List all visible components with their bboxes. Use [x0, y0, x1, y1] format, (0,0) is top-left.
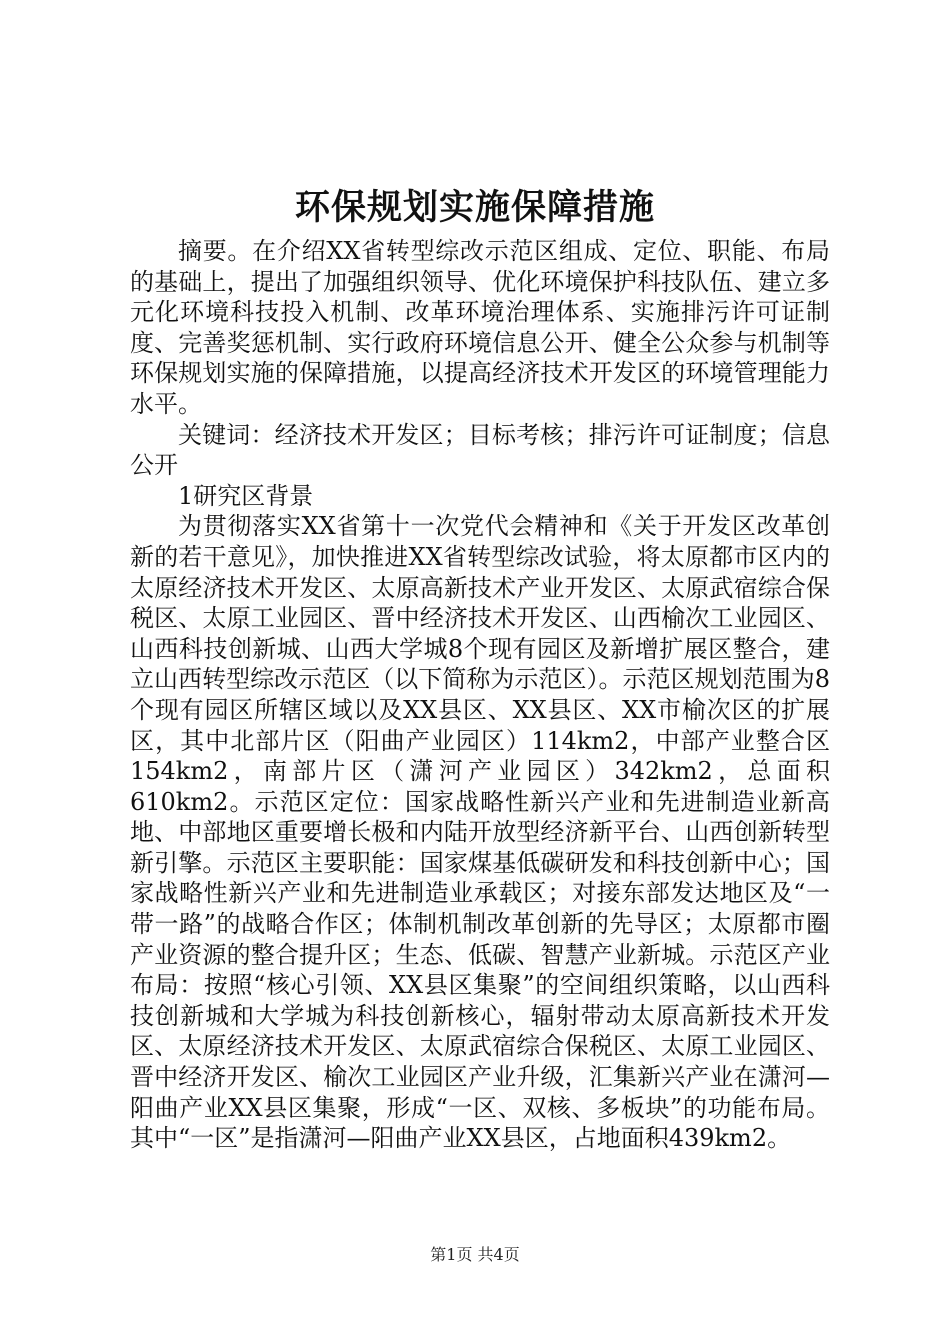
section-heading: 1研究区背景 [178, 481, 314, 510]
keywords-paragraph: 关键词：经济技术开发区；目标考核；排污许可证制度；信息公开 [130, 420, 830, 480]
page-footer: 第1页 共4页 [430, 1245, 520, 1264]
document-body [130, 236, 830, 1154]
body-paragraph: 为贯彻落实XX省第十一次党代会精神和《关于开发区改革创新的若干意见》，加快推进XX省转型综改试验，将太原都市区内的太原经济技术开发区、太原高新技术产业开发区、太原武宿综合保税区、太原工业园区、晋中经济技术开发区、山西榆次工业园区、山西科技创新城、山西大学城8个现有园区及新增扩展区整合，建立山西转型综改示范区（以下简称为示范区）。示范区规划范围为8个现有园区所辖区域以及XX县区、XX县区、XX市榆次区的扩展区，其中北部片区（阳曲产业园区）114km2，中部产业整合区154km2，南部片区（潇河产业园区）342km2，总面积610km2。示范区定位：国家战略性新兴产业和先进制造业新高地、中部地区重要增长极和内陆开放型经济新平台、山西创新转型新引擎。示范区主要职能：国家煤基低碳研发和科技创新中心；国家战略性新兴产业和先进制造业承载区；对接东部发达地区及“一带一路”的战略合作区；体制机制改革创新的先导区；太原都市圈产业资源的整合提升区；生态、低碳、智慧产业新城。示范区产业布局：按照“核心引领、XX县区集聚”的空间组织策略，以山西科技创新城和大学城为科技创新核心，辐射带动太原高新技术开发区、太原经济技术开发区、太原武宿综合保税区、太原工业园区、晋中经济开发区、榆次工业园区产业升级，汇集新兴产业在潇河—阳曲产业XX县区集聚，形成“一区、双核、多板块”的功能布局。其中“一区”是指潇河—阳曲产业XX县区，占地面积439km2。 [130, 512, 830, 1153]
document-title: 环保规划实施保障措施 [294, 187, 655, 228]
abstract-paragraph: 摘要。在介绍XX省转型综改示范区组成、定位、职能、布局的基础上，提出了加强组织领导、优化环境保护科技队伍、建立多元化环境科技投入机制、改革环境治理体系、实施排污许可证制度、完善奖惩机制、实行政府环境信息公开、健全公众参与机制等环保规划实施的保障措施，以提高经济技术开发区的环境管理能力水平。 [130, 237, 830, 418]
